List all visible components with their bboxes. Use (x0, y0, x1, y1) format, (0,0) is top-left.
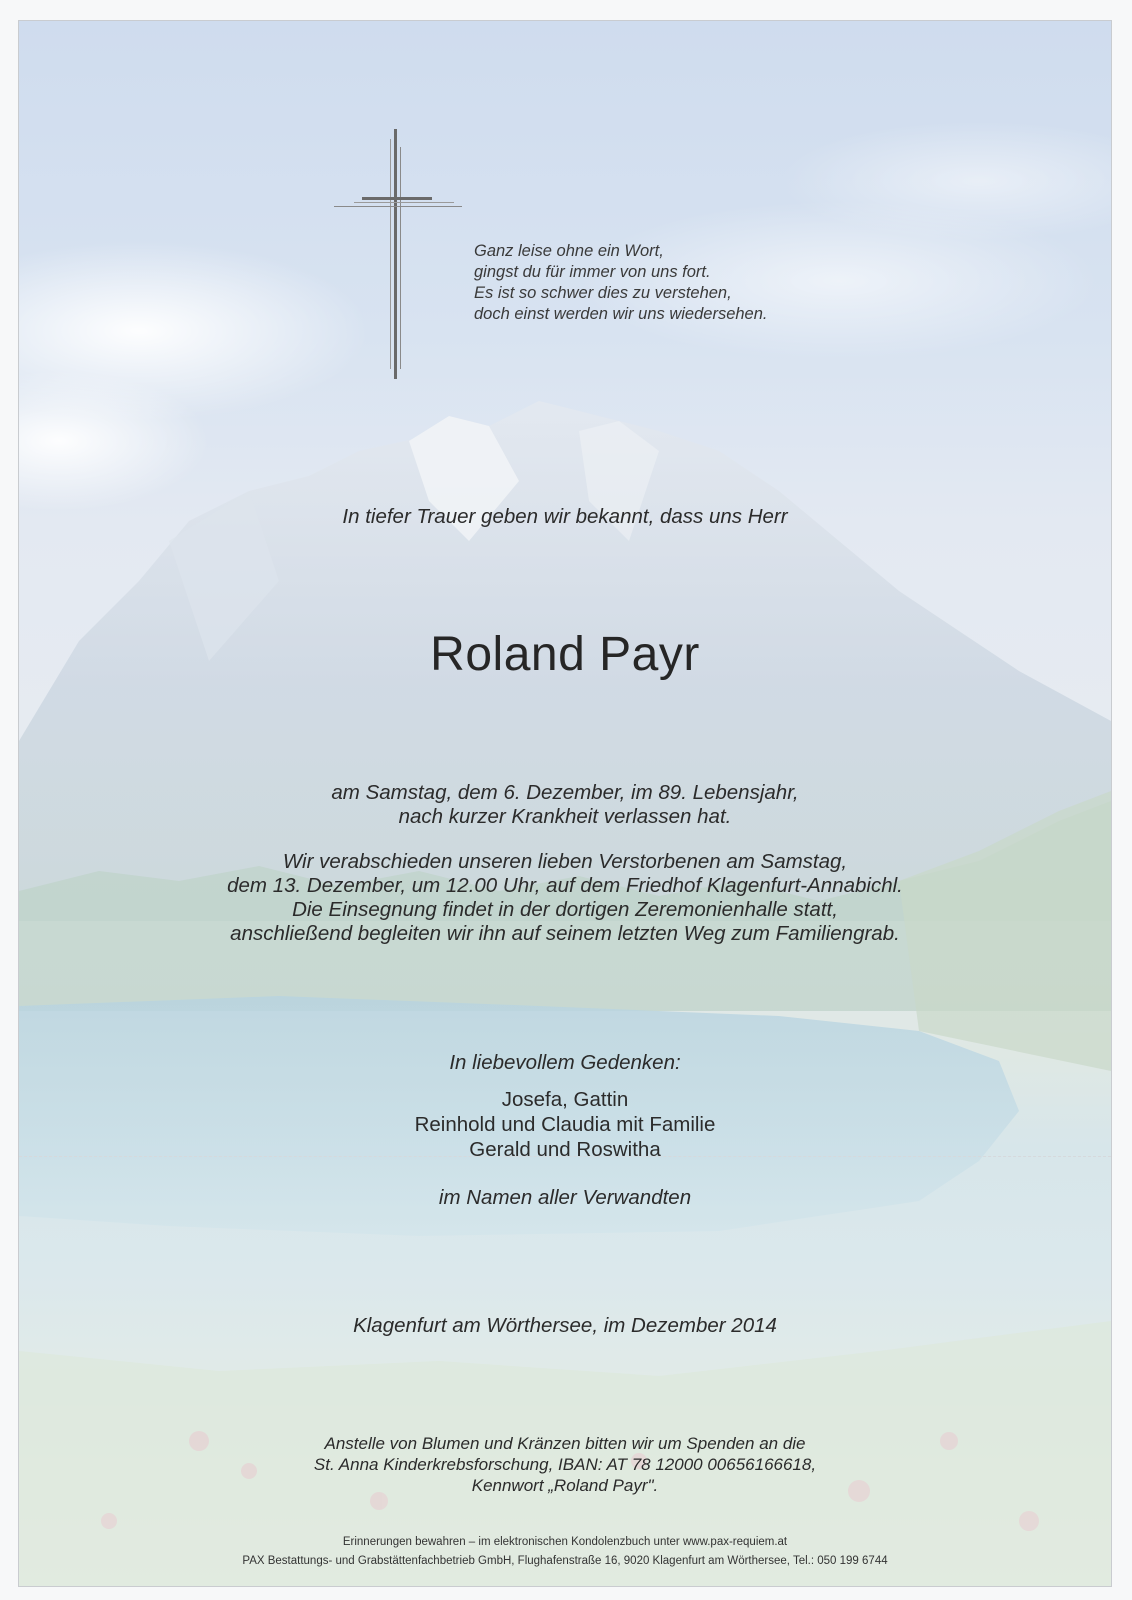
deceased-name: Roland Payr (430, 628, 700, 681)
mourners-heading: In liebevollem Gedenken: (449, 1051, 681, 1074)
footer-address-line: PAX Bestattungs- und Grabstättenfachbetrieb GmbH, Flughafenstraße 16, 9020 Klagenfurt am Wörthersee, Tel.: 050 199 6744 (242, 1555, 888, 1567)
mourner-name: Reinhold und Claudia mit Familie (414, 1113, 716, 1136)
mourners-list (19, 1087, 1111, 1162)
death-line: nach kurzer Krankheit verlassen hat. (398, 805, 732, 828)
poem (474, 241, 768, 325)
funeral-service-details (19, 850, 1111, 946)
poem-line: doch einst werden wir uns wiedersehen. (474, 305, 768, 323)
death-line: am Samstag, dem 6. Dezember, im 89. Lebensjahr, (331, 781, 799, 804)
mourner-name: Josefa, Gattin (501, 1088, 629, 1111)
place-date: Klagenfurt am Wörthersee, im Dezember 2014 (353, 1314, 777, 1337)
relatives-line: im Namen aller Verwandten (438, 1186, 692, 1209)
obituary-sheet (18, 20, 1112, 1587)
poem-line: Es ist so schwer dies zu verstehen, (474, 284, 732, 302)
announcement-intro: In tiefer Trauer geben wir bekannt, dass uns Herr (342, 505, 788, 528)
donation-line: Anstelle von Blumen und Kränzen bitten wir um Spenden an die (324, 1434, 806, 1453)
poem-line: gingst du für immer von uns fort. (474, 263, 711, 281)
service-line: Wir verabschieden unseren lieben Verstorbenen am Samstag, (282, 850, 848, 873)
service-line: dem 13. Dezember, um 12.00 Uhr, auf dem Friedhof Klagenfurt-Annabichl. (227, 874, 903, 897)
service-line: anschließend begleiten wir ihn auf seinem letzten Weg zum Familiengrab. (230, 922, 900, 945)
donation-line: St. Anna Kinderkrebsforschung, IBAN: AT 78 12000 00656166618, (313, 1455, 817, 1474)
mourner-name: Gerald und Roswitha (469, 1138, 661, 1161)
service-line: Die Einsegnung findet in der dortigen Zeremonienhalle statt, (292, 898, 838, 921)
footer-condolence-line: Erinnerungen bewahren – im elektronischen Kondolenzbuch unter www.pax-requiem.at (342, 1536, 788, 1548)
poem-line: Ganz leise ohne ein Wort, (474, 242, 664, 260)
donation-notice (19, 1433, 1111, 1496)
funeral-home-footer (19, 1533, 1111, 1571)
cross-icon (334, 129, 462, 379)
donation-line: Kennwort „Roland Payr". (471, 1476, 659, 1495)
death-details (19, 781, 1111, 829)
